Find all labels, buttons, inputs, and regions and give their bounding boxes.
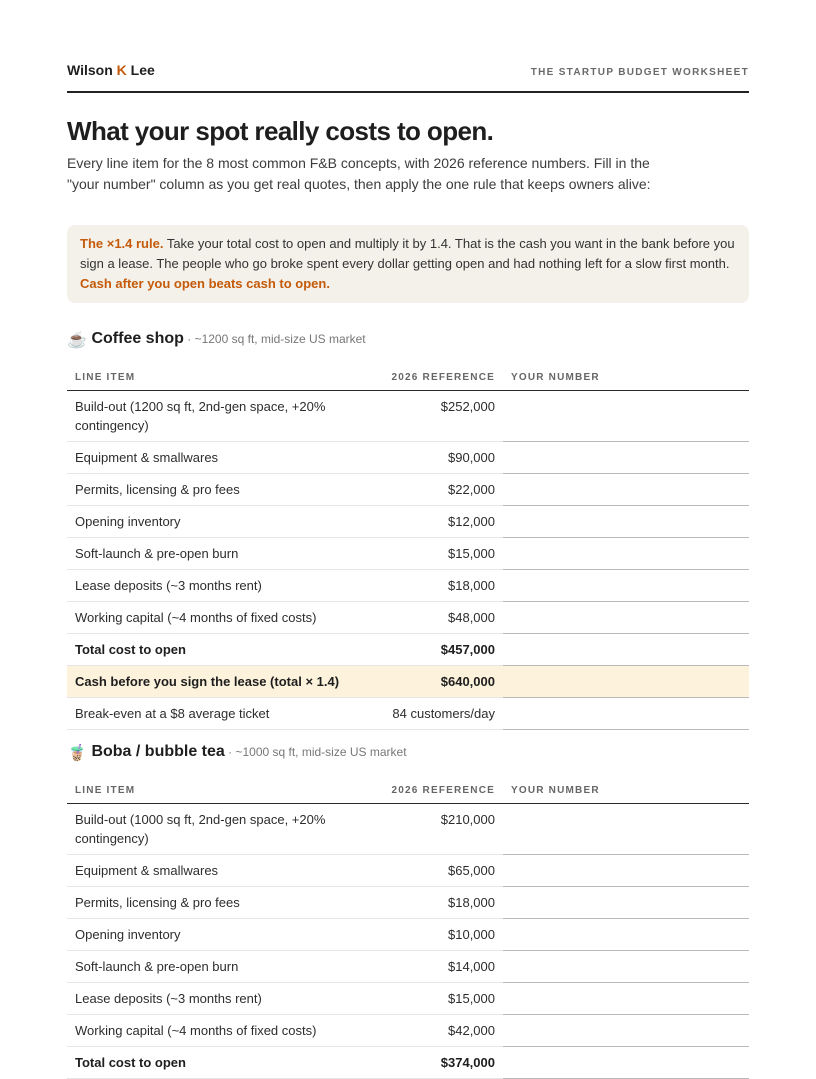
your-number-field[interactable] bbox=[503, 570, 749, 602]
cash-value: $640,000 bbox=[367, 666, 503, 698]
your-number-field[interactable] bbox=[503, 442, 749, 474]
bubble-tea-cup-icon: 🧋 bbox=[67, 745, 87, 762]
cash-label: Cash before you sign the lease (total × 1.4) bbox=[67, 666, 367, 698]
table-row bbox=[67, 855, 749, 887]
reference-value: $18,000 bbox=[367, 887, 503, 919]
section-boba bbox=[67, 743, 749, 1079]
your-number-field[interactable] bbox=[503, 919, 749, 951]
reference-value: $48,000 bbox=[367, 602, 503, 634]
rule-body: Take your total cost to open and multiply it by 1.4. That is the cash you want in the bank before you sign a lease. The people who go broke spent every dollar getting open and had nothing left for a slow first month. bbox=[80, 236, 735, 271]
section-heading bbox=[67, 330, 749, 356]
your-number-field[interactable] bbox=[503, 602, 749, 634]
your-number-field[interactable] bbox=[503, 474, 749, 506]
your-number-field[interactable] bbox=[503, 391, 749, 442]
rule-emphasis: Cash after you open beats cash to open. bbox=[80, 276, 330, 291]
line-item-label: Build-out (1200 sq ft, 2nd-gen space, +20% contingency) bbox=[67, 391, 367, 442]
table-row bbox=[67, 570, 749, 602]
breakeven-row bbox=[67, 698, 749, 730]
table-row bbox=[67, 1015, 749, 1047]
your-number-field[interactable] bbox=[503, 698, 749, 730]
section-subtitle: · ~1200 sq ft, mid-size US market bbox=[183, 332, 366, 346]
table-row bbox=[67, 887, 749, 919]
table-row bbox=[67, 983, 749, 1015]
total-row bbox=[67, 634, 749, 666]
reference-value: $18,000 bbox=[367, 570, 503, 602]
total-value: $374,000 bbox=[367, 1047, 503, 1079]
reference-value: $65,000 bbox=[367, 855, 503, 887]
table-row bbox=[67, 474, 749, 506]
line-item-label: Build-out (1000 sq ft, 2nd-gen space, +20% contingency) bbox=[67, 804, 367, 855]
your-number-field[interactable] bbox=[503, 855, 749, 887]
section-title: Boba / bubble tea bbox=[91, 743, 225, 760]
your-number-field[interactable] bbox=[503, 951, 749, 983]
line-item-label: Soft-launch & pre-open burn bbox=[67, 538, 367, 570]
reference-value: $252,000 bbox=[367, 391, 503, 442]
reference-value: $210,000 bbox=[367, 804, 503, 855]
line-item-label: Working capital (~4 months of fixed costs) bbox=[67, 602, 367, 634]
table-row bbox=[67, 804, 749, 855]
table-row bbox=[67, 391, 749, 442]
col-header-reference: 2026 REFERENCE bbox=[367, 778, 503, 804]
cash-before-lease-row bbox=[67, 666, 749, 698]
table-header-row bbox=[67, 778, 749, 804]
reference-value: $22,000 bbox=[367, 474, 503, 506]
line-item-label: Permits, licensing & pro fees bbox=[67, 474, 367, 506]
table-row bbox=[67, 442, 749, 474]
line-item-label: Equipment & smallwares bbox=[67, 855, 367, 887]
section-title: Coffee shop bbox=[91, 330, 184, 347]
table-row bbox=[67, 919, 749, 951]
line-item-label: Opening inventory bbox=[67, 919, 367, 951]
line-item-label: Lease deposits (~3 months rent) bbox=[67, 983, 367, 1015]
table-header-row bbox=[67, 365, 749, 391]
line-item-label: Soft-launch & pre-open burn bbox=[67, 951, 367, 983]
table-row bbox=[67, 506, 749, 538]
table-row bbox=[67, 602, 749, 634]
total-label: Total cost to open bbox=[67, 634, 367, 666]
reference-value: $14,000 bbox=[367, 951, 503, 983]
your-number-field[interactable] bbox=[503, 1015, 749, 1047]
section-heading bbox=[67, 743, 749, 769]
your-number-field[interactable] bbox=[503, 666, 749, 698]
line-item-label: Equipment & smallwares bbox=[67, 442, 367, 474]
your-number-field[interactable] bbox=[503, 983, 749, 1015]
total-value: $457,000 bbox=[367, 634, 503, 666]
section-coffee-shop bbox=[67, 330, 749, 730]
your-number-field[interactable] bbox=[503, 634, 749, 666]
total-label: Total cost to open bbox=[67, 1047, 367, 1079]
col-header-line-item: LINE ITEM bbox=[67, 365, 367, 391]
document-label: THE STARTUP BUDGET WORKSHEET bbox=[530, 67, 749, 78]
page-header bbox=[67, 62, 749, 93]
breakeven-value: 84 customers/day bbox=[367, 698, 503, 730]
section-subtitle: · ~1000 sq ft, mid-size US market bbox=[224, 745, 407, 759]
col-header-line-item: LINE ITEM bbox=[67, 778, 367, 804]
reference-value: $90,000 bbox=[367, 442, 503, 474]
budget-table bbox=[67, 365, 749, 730]
budget-table bbox=[67, 778, 749, 1079]
table-row bbox=[67, 951, 749, 983]
line-item-label: Working capital (~4 months of fixed costs) bbox=[67, 1015, 367, 1047]
reference-value: $10,000 bbox=[367, 919, 503, 951]
your-number-field[interactable] bbox=[503, 887, 749, 919]
reference-value: $12,000 bbox=[367, 506, 503, 538]
reference-value: $15,000 bbox=[367, 538, 503, 570]
col-header-your-number: YOUR NUMBER bbox=[503, 778, 749, 804]
col-header-your-number: YOUR NUMBER bbox=[503, 365, 749, 391]
page-title: What your spot really costs to open. bbox=[67, 116, 494, 146]
line-item-label: Lease deposits (~3 months rent) bbox=[67, 570, 367, 602]
total-row bbox=[67, 1047, 749, 1079]
your-number-field[interactable] bbox=[503, 804, 749, 855]
line-item-label: Permits, licensing & pro fees bbox=[67, 887, 367, 919]
reference-value: $15,000 bbox=[367, 983, 503, 1015]
table-row bbox=[67, 538, 749, 570]
breakeven-label: Break-even at a $8 average ticket bbox=[67, 698, 367, 730]
coffee-cup-icon: ☕ bbox=[67, 332, 87, 349]
col-header-reference: 2026 REFERENCE bbox=[367, 365, 503, 391]
line-item-label: Opening inventory bbox=[67, 506, 367, 538]
your-number-field[interactable] bbox=[503, 538, 749, 570]
brand-name: Wilson K Lee bbox=[67, 62, 155, 78]
your-number-field[interactable] bbox=[503, 506, 749, 538]
intro-text: Every line item for the 8 most common F&B concepts, with 2026 reference numbers. Fill in the "your number" column as you get real quotes, then apply the one rule that keeps owners alive: bbox=[67, 155, 651, 192]
reference-value: $42,000 bbox=[367, 1015, 503, 1047]
rule-heading: The ×1.4 rule. bbox=[80, 236, 164, 251]
your-number-field[interactable] bbox=[503, 1047, 749, 1079]
rule-callout bbox=[67, 225, 749, 303]
